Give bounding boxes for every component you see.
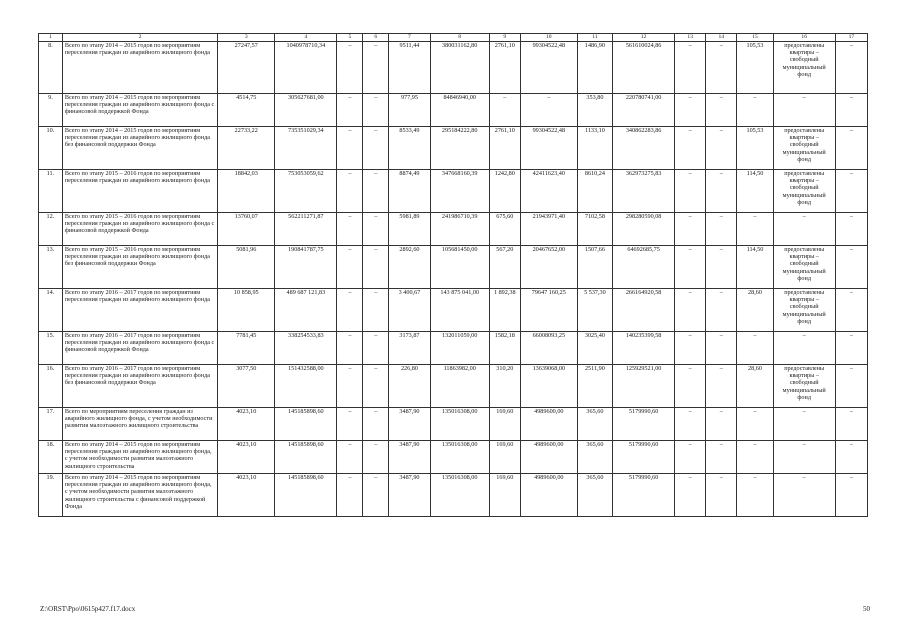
value-cell: – [675, 407, 706, 440]
value-cell: – [706, 331, 737, 364]
value-cell: – [706, 126, 737, 169]
value-cell: 1 892,38 [489, 288, 520, 331]
value-cell: – [706, 288, 737, 331]
column-number: 17 [835, 34, 867, 42]
value-cell: – [363, 169, 389, 212]
table-row [39, 41, 868, 93]
column-number: 14 [706, 34, 737, 42]
value-cell: 365,60 [577, 473, 612, 516]
table-row [39, 364, 868, 407]
value-cell: 298280590,08 [613, 212, 675, 245]
row-description: Всего по этапу 2015 – 2016 годов по мероприятиям переселения граждан из аварийного жилищного фонда [62, 169, 217, 212]
value-cell: 1133,10 [577, 126, 612, 169]
value-cell: 1242,80 [489, 169, 520, 212]
value-cell: 169,60 [489, 440, 520, 473]
value-cell: 2511,90 [577, 364, 612, 407]
value-cell: 64692685,75 [613, 245, 675, 288]
value-cell: – [835, 407, 867, 440]
value-cell: 310,20 [489, 364, 520, 407]
column-number: 16 [773, 34, 835, 42]
value-cell: 145185898,60 [275, 440, 337, 473]
value-cell: – [675, 93, 706, 126]
column-number: 11 [577, 34, 612, 42]
row-number: 19. [39, 473, 63, 516]
value-cell: 105681450,00 [430, 245, 489, 288]
value-cell: 99304522,48 [520, 126, 577, 169]
value-cell: – [363, 364, 389, 407]
housing-source-note: – [773, 440, 835, 473]
value-cell: 135016308,00 [430, 407, 489, 440]
housing-source-note: предоставлены квартиры – свободный муниципальный фонд [773, 169, 835, 212]
table-row [39, 407, 868, 440]
value-cell: 5179990,60 [613, 473, 675, 516]
value-cell: 7102,58 [577, 212, 612, 245]
value-cell: 11863982,00 [430, 364, 489, 407]
value-cell: 226,80 [389, 364, 430, 407]
row-description: Всего по этапу 2014 – 2015 годов по мероприятиям переселения граждан из аварийного жилищного фонда [62, 41, 217, 93]
value-cell: 340862283,86 [613, 126, 675, 169]
value-cell: 2761,10 [489, 126, 520, 169]
column-number: 13 [675, 34, 706, 42]
value-cell: – [363, 288, 389, 331]
value-cell: 20467652,00 [520, 245, 577, 288]
column-number: 8 [430, 34, 489, 42]
value-cell: – [337, 473, 363, 516]
value-cell: – [706, 93, 737, 126]
value-cell: – [675, 473, 706, 516]
value-cell: – [706, 440, 737, 473]
housing-source-note: – [773, 407, 835, 440]
row-description: Всего по этапу 2014 – 2015 годов по мероприятиям переселения граждан из аварийного жилищного фонда с финансовой поддержкой Фонда [62, 93, 217, 126]
value-cell: 8610,24 [577, 169, 612, 212]
value-cell: – [337, 331, 363, 364]
value-cell: 9511,44 [389, 41, 430, 93]
value-cell: 84846940,00 [430, 93, 489, 126]
value-cell: – [835, 473, 867, 516]
value-cell: – [835, 440, 867, 473]
value-cell: – [737, 407, 773, 440]
table-row [39, 440, 868, 473]
value-cell: 1507,66 [577, 245, 612, 288]
value-cell: – [337, 41, 363, 93]
row-number: 17. [39, 407, 63, 440]
value-cell: 241986710,39 [430, 212, 489, 245]
program-table [38, 33, 868, 517]
value-cell: – [675, 364, 706, 407]
value-cell: 675,60 [489, 212, 520, 245]
value-cell: – [363, 212, 389, 245]
value-cell: 3 400,67 [389, 288, 430, 331]
value-cell: 28,60 [737, 364, 773, 407]
value-cell: 4514,75 [218, 93, 275, 126]
value-cell: 10 858,95 [218, 288, 275, 331]
row-description: Всего по этапу 2016 – 2017 годов по мероприятиям переселения граждан из аварийного жилищного фонда без финансовой поддержки Фонда [62, 364, 217, 407]
value-cell: 5179990,60 [613, 440, 675, 473]
value-cell: – [363, 407, 389, 440]
value-cell: – [520, 93, 577, 126]
value-cell: – [337, 169, 363, 212]
value-cell: – [675, 331, 706, 364]
value-cell: 8533,49 [389, 126, 430, 169]
row-description: Всего по этапу 2015 – 2016 годов по мероприятиям переселения граждан из аварийного жилищного фонда с финансовой поддержкой Фонда [62, 212, 217, 245]
value-cell: 132011059,00 [430, 331, 489, 364]
value-cell: – [675, 440, 706, 473]
value-cell: – [835, 93, 867, 126]
value-cell: 99304522,48 [520, 41, 577, 93]
row-number: 14. [39, 288, 63, 331]
value-cell: 105,53 [737, 41, 773, 93]
value-cell: – [706, 407, 737, 440]
value-cell: 977,95 [389, 93, 430, 126]
value-cell: 18842,03 [218, 169, 275, 212]
value-cell: 295184222,80 [430, 126, 489, 169]
page-number: 50 [863, 605, 870, 613]
value-cell: – [835, 364, 867, 407]
value-cell: – [675, 212, 706, 245]
value-cell: – [706, 41, 737, 93]
value-cell: 353,80 [577, 93, 612, 126]
housing-source-note: предоставлены квартиры – свободный муниципальный фонд [773, 245, 835, 288]
value-cell: 21943971,40 [520, 212, 577, 245]
value-cell: 140235399,58 [613, 331, 675, 364]
value-cell: – [706, 169, 737, 212]
housing-source-note: предоставлены квартиры – свободный муниципальный фонд [773, 288, 835, 331]
housing-source-note: – [773, 473, 835, 516]
value-cell: 4989600,00 [520, 407, 577, 440]
row-number: 11. [39, 169, 63, 212]
value-cell: 42411623,40 [520, 169, 577, 212]
value-cell: 190841787,75 [275, 245, 337, 288]
value-cell: – [835, 169, 867, 212]
row-number: 16. [39, 364, 63, 407]
value-cell: – [706, 245, 737, 288]
table-row [39, 169, 868, 212]
value-cell: 347668160,39 [430, 169, 489, 212]
table-row [39, 93, 868, 126]
column-number: 1 [39, 34, 63, 42]
value-cell: 4989600,00 [520, 440, 577, 473]
housing-source-note: предоставлены квартиры – свободный муниципальный фонд [773, 41, 835, 93]
value-cell: – [337, 245, 363, 288]
row-description: Всего по этапу 2015 – 2016 годов по мероприятиям переселения граждан из аварийного жилищного фонда без финансовой поддержки Фонда [62, 245, 217, 288]
value-cell: 4023,10 [218, 440, 275, 473]
column-number: 5 [337, 34, 363, 42]
value-cell: 22733,22 [218, 126, 275, 169]
value-cell: – [737, 440, 773, 473]
value-cell: 562211271,87 [275, 212, 337, 245]
value-cell: – [835, 288, 867, 331]
row-description: Всего по этапу 2014 – 2015 годов по мероприятиям переселения граждан из аварийного жилищного фонда, с учетом необходимости развития малоэтажного жилищного строительства [62, 440, 217, 473]
value-cell: 305627681,00 [275, 93, 337, 126]
table-row [39, 126, 868, 169]
value-cell: 3025,40 [577, 331, 612, 364]
housing-source-note: – [773, 93, 835, 126]
value-cell: – [363, 440, 389, 473]
value-cell: 3077,50 [218, 364, 275, 407]
value-cell: 338254533,83 [275, 331, 337, 364]
value-cell: 4023,10 [218, 473, 275, 516]
value-cell: 2761,10 [489, 41, 520, 93]
row-description: Всего по мероприятиям переселения граждан из аварийного жилищного фонда, с учетом необходимости развития малоэтажного жилищного строительства [62, 407, 217, 440]
value-cell: – [675, 288, 706, 331]
value-cell: 220780741,00 [613, 93, 675, 126]
value-cell: – [363, 331, 389, 364]
value-cell: – [835, 41, 867, 93]
column-number: 4 [275, 34, 337, 42]
housing-source-note: предоставлены квартиры – свободный муниципальный фонд [773, 126, 835, 169]
table-body [39, 34, 868, 517]
value-cell: 3487,90 [389, 473, 430, 516]
value-cell: 145185898,60 [275, 407, 337, 440]
table-row [39, 473, 868, 516]
value-cell: 5081,96 [218, 245, 275, 288]
value-cell: – [337, 126, 363, 169]
value-cell: – [337, 364, 363, 407]
value-cell: 79647 160,25 [520, 288, 577, 331]
value-cell: 3487,90 [389, 440, 430, 473]
table-row [39, 245, 868, 288]
value-cell: – [706, 473, 737, 516]
value-cell: 1486,90 [577, 41, 612, 93]
row-number: 10. [39, 126, 63, 169]
value-cell: 169,60 [489, 407, 520, 440]
column-number: 2 [62, 34, 217, 42]
value-cell: – [737, 331, 773, 364]
table-row [39, 331, 868, 364]
value-cell: 169,60 [489, 473, 520, 516]
value-cell: 489 687 121,83 [275, 288, 337, 331]
value-cell: 5179990,60 [613, 407, 675, 440]
value-cell: 365,60 [577, 407, 612, 440]
value-cell: – [835, 212, 867, 245]
value-cell: – [489, 93, 520, 126]
value-cell: 13760,07 [218, 212, 275, 245]
value-cell: 151432588,00 [275, 364, 337, 407]
value-cell: 114,50 [737, 245, 773, 288]
value-cell: 7781,45 [218, 331, 275, 364]
value-cell: 567,20 [489, 245, 520, 288]
value-cell: 5 537,30 [577, 288, 612, 331]
value-cell: 135016308,00 [430, 440, 489, 473]
row-description: Всего по этапу 2016 – 2017 годов по мероприятиям переселения граждан из аварийного жилищного фонда [62, 288, 217, 331]
value-cell: 135016308,00 [430, 473, 489, 516]
value-cell: 66008093,25 [520, 331, 577, 364]
row-number: 9. [39, 93, 63, 126]
value-cell: 735351029,34 [275, 126, 337, 169]
value-cell: 114,50 [737, 169, 773, 212]
value-cell: 380031162,80 [430, 41, 489, 93]
value-cell: – [835, 245, 867, 288]
value-cell: – [706, 364, 737, 407]
value-cell: 561610024,86 [613, 41, 675, 93]
row-description: Всего по этапу 2014 – 2015 годов по мероприятиям переселения граждан из аварийного жилищного фонда без финансовой поддержки Фонда [62, 126, 217, 169]
value-cell: 3487,90 [389, 407, 430, 440]
row-description: Всего по этапу 2016 – 2017 годов по мероприятиям переселения граждан из аварийного жилищного фонда с финансовой поддержкой Фонда [62, 331, 217, 364]
value-cell: 1582,18 [489, 331, 520, 364]
column-number: 10 [520, 34, 577, 42]
housing-source-note: – [773, 212, 835, 245]
value-cell: 27247,57 [218, 41, 275, 93]
row-number: 18. [39, 440, 63, 473]
value-cell: – [675, 126, 706, 169]
row-number: 15. [39, 331, 63, 364]
value-cell: – [675, 169, 706, 212]
value-cell: 3173,87 [389, 331, 430, 364]
value-cell: 28,60 [737, 288, 773, 331]
row-description: Всего по этапу 2014 – 2015 годов по мероприятиям переселения граждан из аварийного жилищного фонда, с учетом необходимости развития малоэтажного жилищного строительства с финансовой поддержкой Фонда [62, 473, 217, 516]
value-cell: – [363, 245, 389, 288]
row-number: 8. [39, 41, 63, 93]
value-cell: 145185898,60 [275, 473, 337, 516]
row-number: 13. [39, 245, 63, 288]
value-cell: 4023,10 [218, 407, 275, 440]
value-cell: – [363, 93, 389, 126]
value-cell: – [675, 245, 706, 288]
table-row [39, 212, 868, 245]
value-cell: – [337, 440, 363, 473]
value-cell: 362973275,83 [613, 169, 675, 212]
value-cell: – [737, 212, 773, 245]
value-cell: 753053059,62 [275, 169, 337, 212]
value-cell: 2892,60 [389, 245, 430, 288]
housing-source-note: – [773, 331, 835, 364]
value-cell: 8874,49 [389, 169, 430, 212]
value-cell: – [675, 41, 706, 93]
value-cell: 143 875 041,00 [430, 288, 489, 331]
column-number: 3 [218, 34, 275, 42]
column-number: 12 [613, 34, 675, 42]
value-cell: – [737, 473, 773, 516]
column-number-row [39, 34, 868, 42]
value-cell: – [337, 288, 363, 331]
value-cell: 5981,89 [389, 212, 430, 245]
column-number: 6 [363, 34, 389, 42]
value-cell: – [835, 331, 867, 364]
value-cell: – [337, 93, 363, 126]
housing-source-note: предоставлены квартиры – свободный муниципальный фонд [773, 364, 835, 407]
value-cell: 13639068,00 [520, 364, 577, 407]
value-cell: – [363, 126, 389, 169]
value-cell: 1040978710,34 [275, 41, 337, 93]
value-cell: – [706, 212, 737, 245]
value-cell: 4989600,00 [520, 473, 577, 516]
footer-file-path: Z:\ORST\Ppo\0615p427.f17.docx [40, 605, 136, 613]
column-number: 9 [489, 34, 520, 42]
column-number: 15 [737, 34, 773, 42]
value-cell: 125929521,00 [613, 364, 675, 407]
value-cell: 266164920,58 [613, 288, 675, 331]
value-cell: – [337, 212, 363, 245]
value-cell: – [363, 473, 389, 516]
column-number: 7 [389, 34, 430, 42]
table-row [39, 288, 868, 331]
row-number: 12. [39, 212, 63, 245]
value-cell: 105,53 [737, 126, 773, 169]
value-cell: – [737, 93, 773, 126]
value-cell: 365,60 [577, 440, 612, 473]
value-cell: – [363, 41, 389, 93]
value-cell: – [835, 126, 867, 169]
value-cell: – [337, 407, 363, 440]
